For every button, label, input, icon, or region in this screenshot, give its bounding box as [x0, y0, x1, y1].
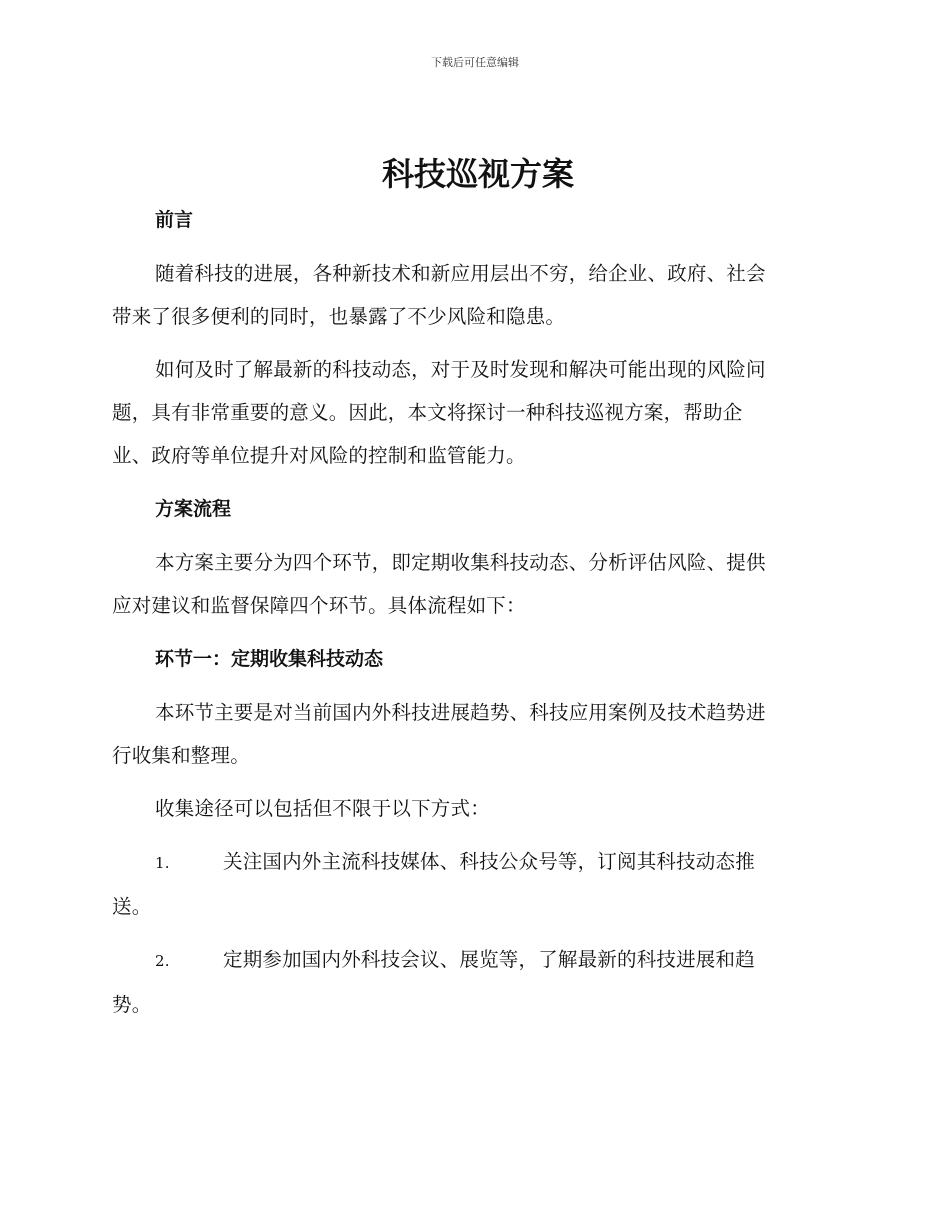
paragraph-line: 如何及时了解最新的科技动态，对于及时发现和解决可能出现的风险问 [155, 358, 766, 381]
section-heading-flow: 方案流程 [155, 498, 232, 520]
list-item [112, 938, 832, 1026]
list-number: 2. [155, 952, 170, 970]
paragraph-line: 行收集和整理。 [112, 744, 250, 767]
section-heading-preface: 前言 [155, 209, 194, 231]
paragraph-preface-2 [112, 348, 832, 477]
document-body [112, 148, 832, 1026]
paragraph-flow-1 [112, 541, 832, 627]
paragraph-line: 业、政府等单位提升对风险的控制和监管能力。 [112, 444, 526, 467]
list-item [112, 840, 832, 928]
list-item-line [112, 938, 832, 983]
paragraph-step1-2: 收集途径可以包括但不限于以下方式： [155, 797, 490, 820]
paragraph-line: 本环节主要是对当前国内外科技进展趋势、科技应用案例及技术趋势进 [155, 701, 766, 724]
list-item-line: 送。 [112, 895, 152, 918]
paragraph-preface-1 [112, 252, 832, 338]
list-item-line [112, 840, 832, 885]
list-text: 定期参加国内外科技会议、展览等，了解最新的科技进展和趋 [223, 948, 755, 971]
section-heading-step1: 环节一：定期收集科技动态 [155, 648, 384, 670]
paragraph-line: 本方案主要分为四个环节，即定期收集科技动态、分析评估风险、提供 [155, 551, 766, 574]
paragraph-line: 带来了很多便利的同时，也暴露了不少风险和隐患。 [112, 305, 566, 328]
page-header: 下载后可任意编辑 [431, 56, 519, 69]
list-text: 关注国内外主流科技媒体、科技公众号等，订阅其科技动态推 [223, 850, 755, 873]
paragraph-line: 应对建议和监督保障四个环节。具体流程如下： [112, 594, 526, 617]
paragraph-step1-1 [112, 691, 832, 777]
document-title: 科技巡视方案 [381, 155, 574, 193]
list-item-line: 势。 [112, 993, 152, 1016]
paragraph-line: 随着科技的进展，各种新技术和新应用层出不穷，给企业、政府、社会 [155, 262, 766, 285]
paragraph-line: 题，具有非常重要的意义。因此，本文将探讨一种科技巡视方案，帮助企 [112, 401, 743, 424]
list-number: 1. [155, 854, 170, 872]
